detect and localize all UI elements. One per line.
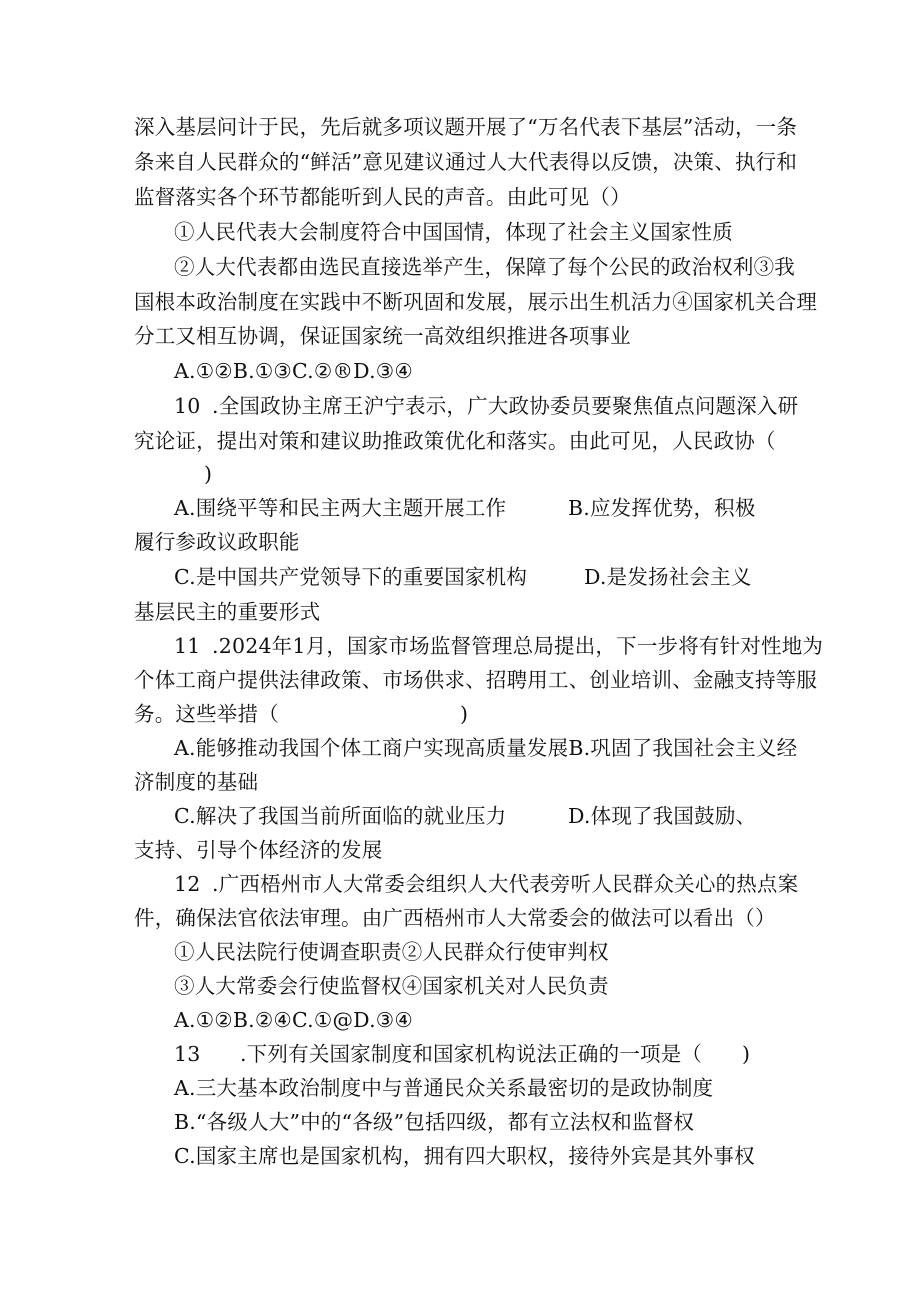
- q9-stem-line-1: 深入基层问计于民，先后就多项议题开展了“万名代表下基层”活动，一条: [134, 115, 798, 139]
- q10-option-b: B.应发挥优势，积极: [568, 496, 756, 520]
- q10-option-a: A.围绕平等和民主两大主题开展工作: [174, 496, 507, 520]
- q11-stem-line-2: 个体工商户提供法律政策、市场供求、招聘用工、创业培训、金融支持等服: [134, 668, 818, 692]
- q13-stem: .下列有关国家制度和国家机构说法正确的一项是（: [240, 1042, 703, 1066]
- q12-number: 12: [174, 872, 201, 896]
- q12-item-2: ③人大常委会行使监督权④国家机关对人民负责: [174, 974, 609, 998]
- q12-options: A.①②B.②④C.①@D.③④: [174, 1008, 413, 1032]
- q11-stem-line-3-close: ): [460, 702, 469, 726]
- q11-option-d-cont: 支持、引导个体经济的发展: [134, 838, 383, 862]
- q11-number: 11: [174, 634, 201, 658]
- q10-option-b-cont: 履行参政议政职能: [134, 530, 300, 554]
- q9-item-2-line-1: ②人大代表都由选民直接选举产生，保障了每个公民的政治权利③我: [174, 255, 795, 279]
- q12-item-1: ①人民法院行使调查职责②人民群众行使审判权: [174, 940, 609, 964]
- q9-item-2-line-3: 分工又相互协调，保证国家统一高效组织推进各项事业: [134, 324, 631, 348]
- q9-options: A.①②B.①③C.②®D.③④: [174, 359, 413, 383]
- q11-option-a-b: A.能够推动我国个体工商户实现高质量发展B.巩固了我国社会主义经: [174, 736, 798, 760]
- q10-number: 10: [174, 394, 201, 418]
- q10-stem-line-2: 究论证，提出对策和建议助推政策优化和落实。由此可见，人民政协（: [134, 429, 776, 453]
- q13-option-a: A.三大基本政治制度中与普通民众关系最密切的是政协制度: [174, 1076, 714, 1100]
- q10-option-d: D.是发扬社会主义: [584, 565, 752, 589]
- q10-stem-line-3: ): [204, 462, 213, 486]
- q9-item-1: ①人民代表大会制度符合中国国情，体现了社会主义国家性质: [174, 220, 733, 244]
- q9-item-2-line-2: 国根本政治制度在实践中不断巩固和发展，展示出生机活力④国家机关合理: [134, 290, 818, 314]
- q11-option-d: D.体现了我国鼓励、: [568, 804, 757, 828]
- q10-stem-line-1: .全国政协主席王沪宁表示，广大政协委员要聚焦值点问题深入研: [212, 394, 799, 418]
- q11-option-b-cont: 济制度的基础: [134, 770, 259, 794]
- q11-stem-line-3: 务。这些举措（: [134, 702, 279, 726]
- q13-option-b: B.“各级人大”中的“各级”包括四级，都有立法权和监督权: [174, 1110, 695, 1134]
- q12-stem-line-2: 件，确保法官依法审理。由广西梧州市人大常委会的做法可以看出（）: [134, 906, 776, 930]
- q11-option-c: C.解决了我国当前所面临的就业压力: [174, 804, 507, 828]
- q11-stem-line-1: .2024年1月，国家市场监督管理总局提出，下一步将有针对性地为: [212, 634, 824, 658]
- q10-option-c: C.是中国共产党领导下的重要国家机构: [174, 565, 528, 589]
- q9-stem-line-3: 监督落实各个环节都能听到人民的声音。由此可见（）: [134, 185, 631, 209]
- q9-stem-line-2: 条来自人民群众的“鲜活”意见建议通过人大代表得以反馈，决策、执行和: [134, 150, 798, 174]
- q13-number: 13: [174, 1042, 201, 1066]
- q13-option-c: C.国家主席也是国家机构，拥有四大职权，接待外宾是其外事权: [174, 1144, 755, 1168]
- q10-option-d-cont: 基层民主的重要形式: [134, 600, 321, 624]
- q12-stem-line-1: .广西梧州市人大常委会组织人大代表旁听人民群众关心的热点案: [212, 872, 799, 896]
- q13-stem-close: ): [742, 1042, 751, 1066]
